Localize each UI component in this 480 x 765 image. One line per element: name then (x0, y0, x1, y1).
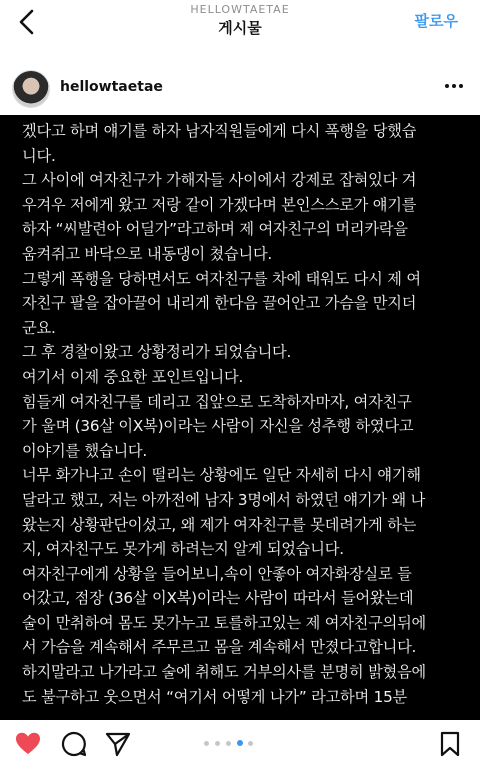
image-text-line: 자친구 팔을 잡아끌어 내리게 한다음 끌어안고 가슴을 만지더 (22, 294, 417, 313)
image-text-line: 이야기를 했습니다. (22, 441, 148, 460)
image-text-line: 하지말라고 나가라고 술에 취해도 거부의사를 분명히 밝혔음에 (22, 663, 427, 682)
image-text-line: 하자 “씨발련아 어딜가”라고하며 제 여자친구의 머리카락을 (22, 220, 408, 239)
image-text-line: 움켜쥐고 바닥으로 내동댕이 쳤습니다. (22, 244, 273, 263)
more-options-icon[interactable] (442, 74, 466, 98)
page-title: 게시물 (218, 19, 262, 37)
image-text-line: 힘들게 여자친구를 데리고 집앞으로 도착하자마자, 여자친구 (22, 392, 412, 411)
heart-icon[interactable] (14, 730, 42, 758)
image-text-line: 서 가슴을 계속해서 주무르고 몸을 계속해서 만졌다고합니다. (22, 638, 417, 657)
image-text-line: 달라고 했고, 저는 아까전에 남자 3명에서 하였던 얘기가 왜 나 (22, 490, 426, 509)
bookmark-icon[interactable] (436, 730, 464, 758)
avatar[interactable] (12, 70, 50, 108)
image-text-line: 왔는지 상황판단이섰고, 왜 제가 여자친구를 못데려가게 하는 (22, 515, 417, 534)
image-text-line: 군요. (22, 318, 56, 337)
image-text-line: 술이 만취하여 몸도 못가누고 토를하고있는 제 여자친구의뒤에 (22, 613, 427, 632)
image-text-line: 여자친구에게 상황을 들어보니,속이 안좋아 여자화장실로 들 (22, 564, 412, 583)
top-nav (0, 0, 480, 48)
account-name-header: HELLOWTAETAE (190, 3, 290, 16)
post-image[interactable] (0, 115, 480, 720)
image-text-line: 니다. (22, 146, 56, 165)
share-icon[interactable] (104, 730, 132, 758)
image-text-line: 어갔고, 점장 (36살 이X복)이라는 사람이 따라서 들어왔는데 (22, 589, 414, 608)
comment-icon[interactable] (60, 730, 88, 758)
image-text-line: 가 울며 (36살 이X복)이라는 사람이 자신을 성추행 하였다고 (22, 417, 414, 436)
image-text-line: 너무 화가나고 손이 떨리는 상황에도 일단 자세히 다시 얘기해 (22, 466, 421, 485)
image-text-line: 우겨우 저에게 왔고 저랑 같이 가겠다며 본인스스로가 얘기를 (22, 195, 417, 214)
carousel-dot (226, 741, 231, 746)
image-text-line: 그렇게 폭행을 당하면서도 여자친구를 차에 태워도 다시 제 여 (22, 269, 421, 288)
carousel-dot (215, 741, 220, 746)
image-text-line: 여기서 이제 중요한 포인트입니다. (22, 367, 244, 386)
image-text-line: 겠다고 하며 얘기를 하자 남자직원들에게 다시 폭행을 당했습 (22, 122, 417, 140)
image-text-line: 그 사이에 여자친구가 가해자들 사이에서 강제로 잡혀있다 겨 (22, 171, 417, 190)
follow-button[interactable]: 팔로우 (414, 12, 458, 30)
image-text-line: 도 불구하고 웃으면서 “여기서 어떻게 나가” 라고하며 15분 (22, 687, 408, 706)
post-header (0, 60, 480, 114)
carousel-dot (204, 741, 209, 746)
image-text-line: 그 후 경찰이왔고 상황정리가 되었습니다. (22, 343, 292, 362)
carousel-dot (237, 740, 243, 746)
post-username[interactable]: hellowtaetae (60, 79, 163, 95)
post-image-text (22, 119, 480, 709)
action-bar (0, 720, 480, 765)
image-text-line: 지, 여자친구도 못가게 하려는지 알게 되었습니다. (22, 540, 344, 559)
carousel-dot (248, 741, 253, 746)
